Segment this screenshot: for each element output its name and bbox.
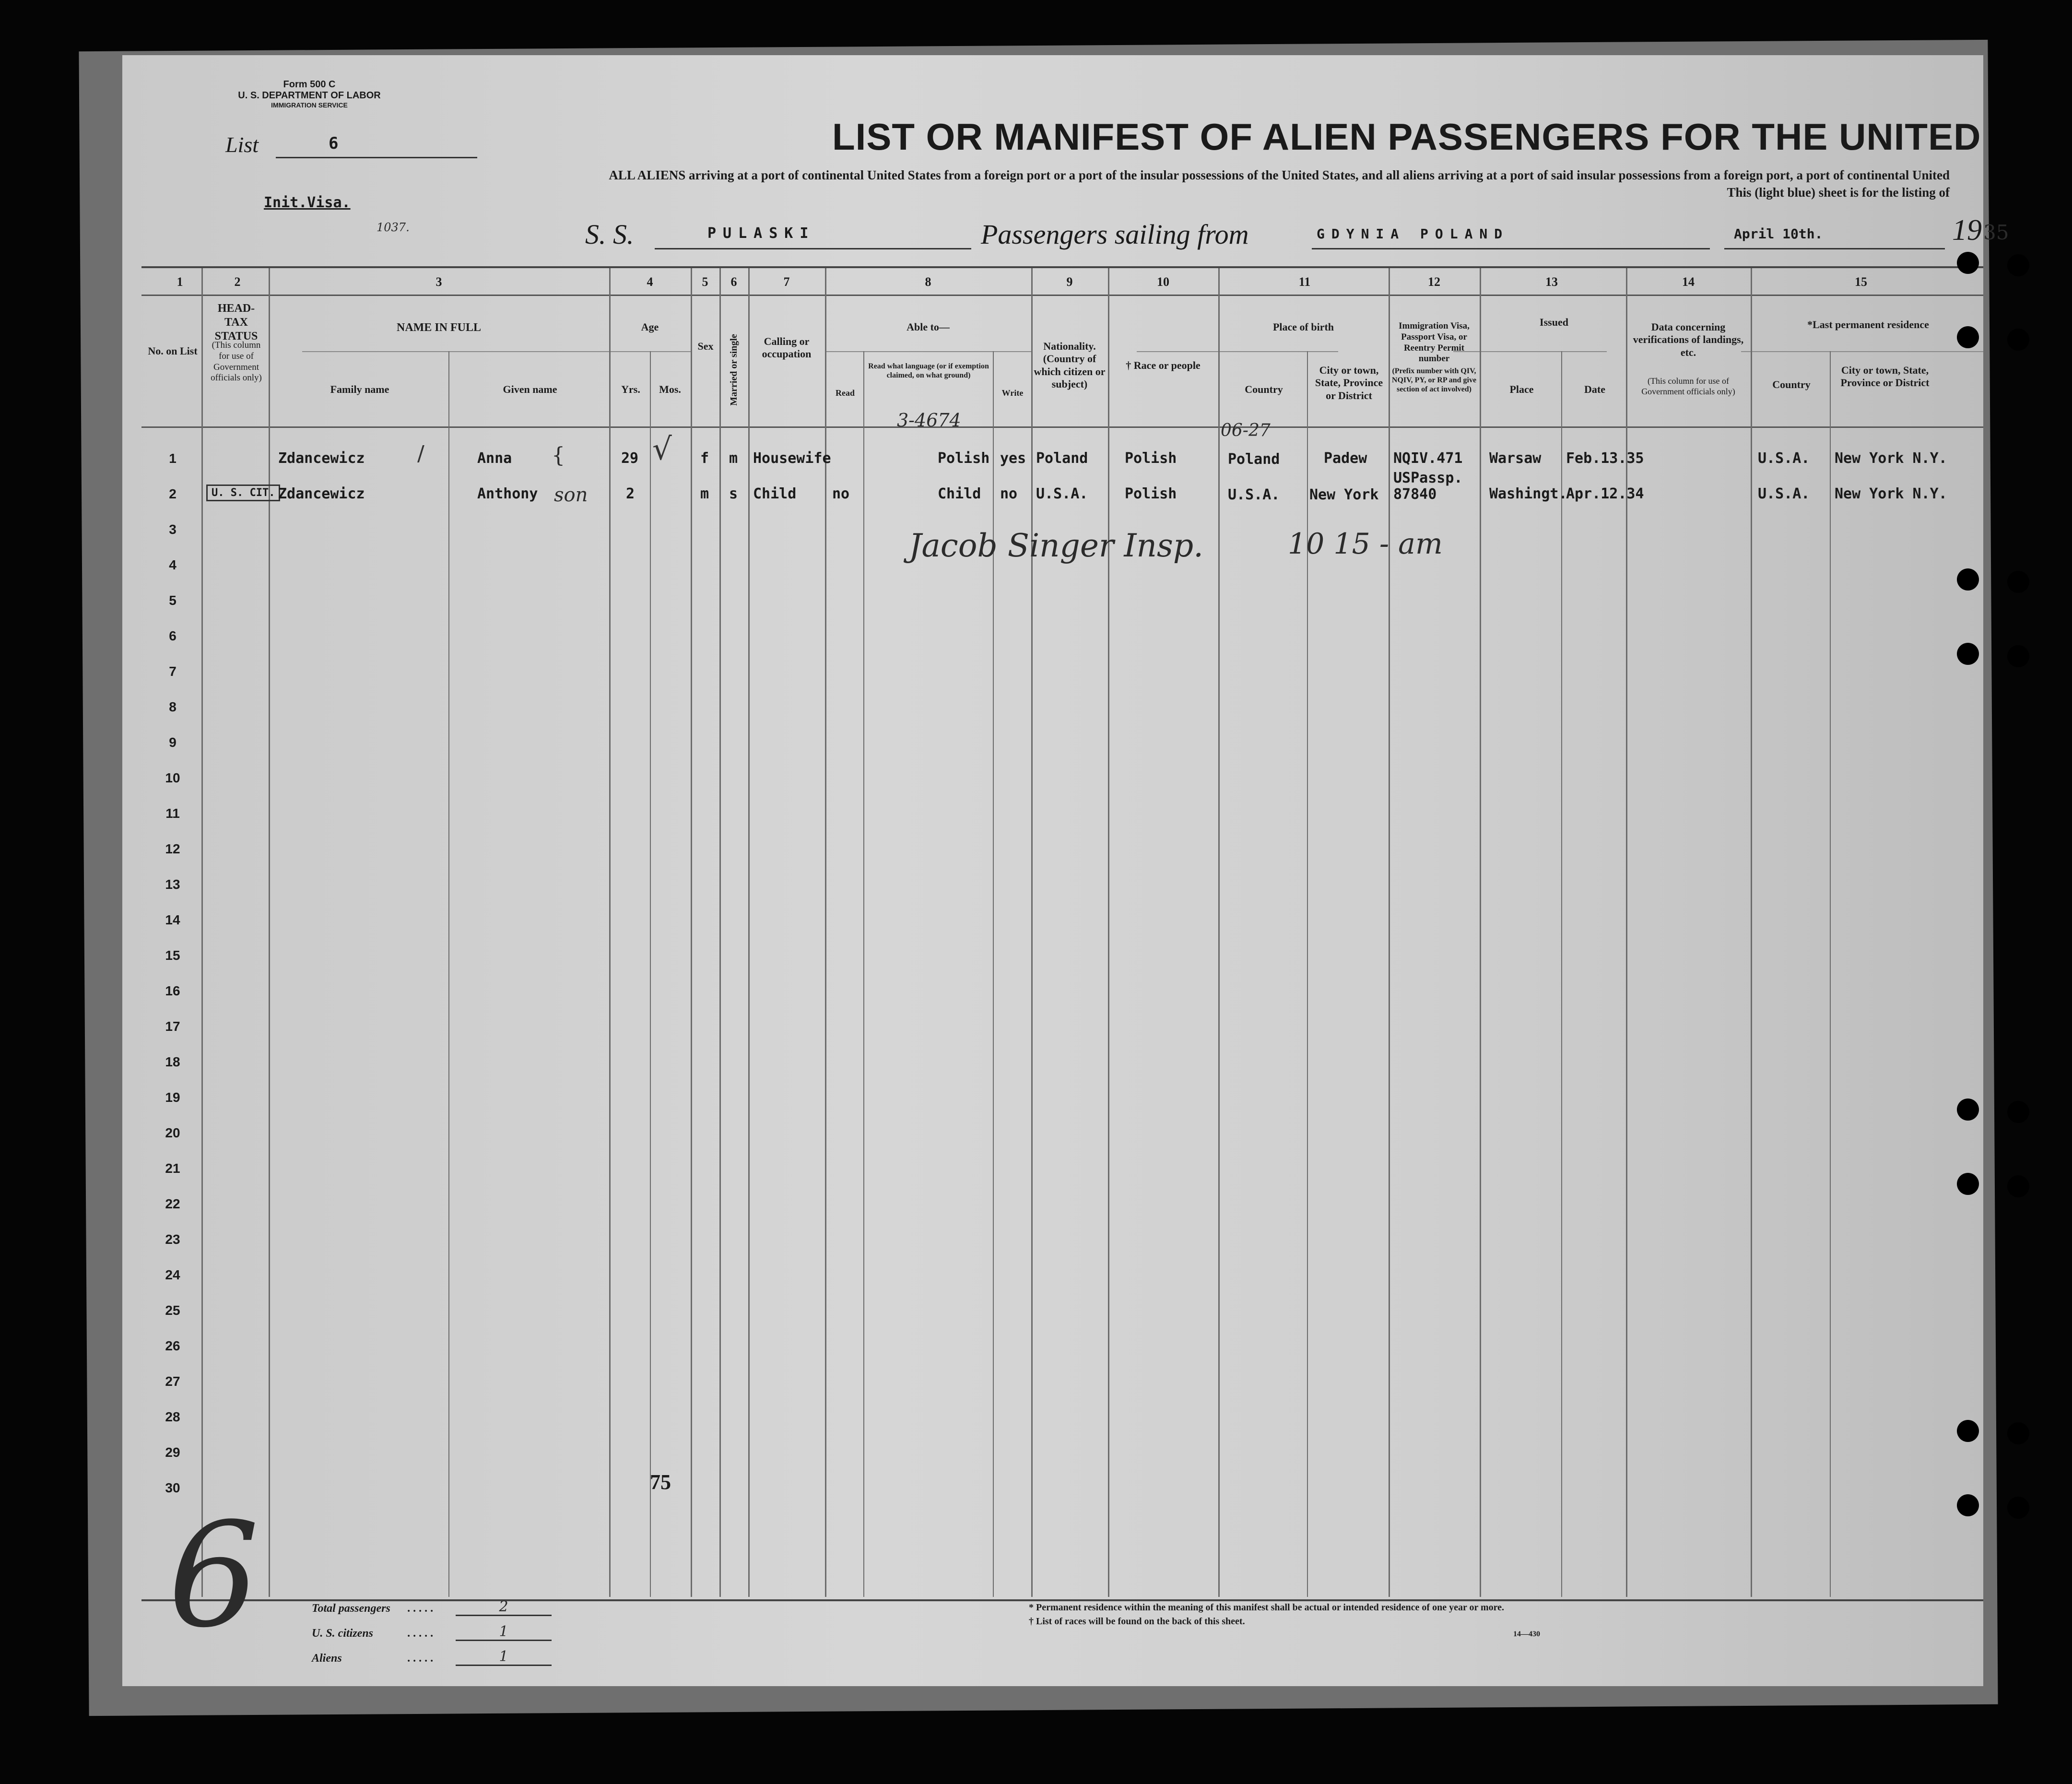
row-number: 14 <box>165 912 180 927</box>
issued-place: Washingt. <box>1489 485 1567 502</box>
row-number: 26 <box>165 1338 180 1353</box>
header-given-name: Given name <box>503 383 557 395</box>
header-sex: Sex <box>697 340 714 352</box>
col-num-7: 7 <box>783 275 790 289</box>
sex: m <box>700 485 709 502</box>
year-suffix: 35 <box>1983 221 2009 244</box>
row-number: 7 <box>169 664 177 679</box>
manifest-sheet <box>122 55 2009 1686</box>
family-name: Zdancewicz <box>278 485 365 502</box>
punch-hole <box>2007 1497 2029 1519</box>
col-num-3: 3 <box>436 275 442 289</box>
header-calling: Calling or occupation <box>762 335 812 360</box>
header-head-tax-note: (This column for use of Government officials only) <box>211 340 262 383</box>
family-name: Zdancewicz <box>278 450 365 467</box>
age-yrs: 29 <box>621 450 639 467</box>
us-citizens-label: U. S. citizens <box>312 1627 374 1640</box>
ship-name: PULASKI <box>707 225 815 242</box>
birth-city: New York <box>1309 486 1379 503</box>
punch-hole <box>1957 1420 1979 1442</box>
row-number: 13 <box>165 877 180 892</box>
header-place-of-birth: Place of birth <box>1272 321 1334 333</box>
row-number: 21 <box>165 1161 180 1176</box>
row-number: 9 <box>169 735 177 750</box>
col-num-12: 12 <box>1428 275 1440 289</box>
handwritten-number: 3-4674 <box>897 410 961 431</box>
col-num-4: 4 <box>647 275 653 289</box>
row-number: 3 <box>169 522 177 537</box>
header-data-note: (This column for use of Government officials only) <box>1641 376 1735 396</box>
col-num-11: 11 <box>1298 275 1311 289</box>
header-nationality: Nationality. (Country of which citizen or subject) <box>1034 340 1106 390</box>
sailing-label: Passengers sailing from <box>981 219 1249 250</box>
punch-hole <box>2007 645 2029 667</box>
header-age: Age <box>641 321 659 333</box>
punch-hole <box>1957 568 1979 591</box>
col-num-13: 13 <box>1545 275 1558 289</box>
row-number: 15 <box>165 948 180 963</box>
subtitle-line-1: ALL ALIENS arriving at a port of continental United States from a foreign port or a port of the insular possessions of the United States, and all aliens arriving at a port of said insular possessions from a foreign port, a port of continental United <box>609 168 1950 182</box>
punch-hole <box>1957 1173 1979 1195</box>
header-family-name: Family name <box>330 383 389 395</box>
header-data-concerning: Data concerning verifications of landings, etc. <box>1633 321 1744 358</box>
total-passengers-value: 2 <box>456 1598 552 1616</box>
inspector-signature: Jacob Singer Insp. <box>909 527 1204 564</box>
row-number: 23 <box>165 1232 180 1247</box>
punch-hole <box>2007 1175 2029 1197</box>
manifest-table <box>141 266 1983 1601</box>
residence-country: U.S.A. <box>1758 485 1810 502</box>
col-num-14: 14 <box>1682 275 1695 289</box>
subtitle-line-2: This (light blue) sheet is for the listing of <box>1727 185 1950 200</box>
write: no <box>1000 485 1018 502</box>
race: Polish <box>1125 450 1177 467</box>
handwritten-birth-note: 06-27 <box>1221 421 1271 440</box>
row-number: 16 <box>165 983 180 998</box>
punch-hole <box>1957 643 1979 665</box>
bracket-mark: { <box>552 443 565 468</box>
row-number: 12 <box>165 841 180 856</box>
list-field <box>276 133 477 158</box>
header-birth-city: City or town, State, Province or District <box>1315 364 1383 402</box>
footnote-permanent-residence: * Permanent residence within the meaning of this manifest shall be actual or intended residence of one year or more. <box>1029 1602 1505 1613</box>
port-name: GDYNIA POLAND <box>1317 226 1509 242</box>
side-note: 1037. <box>377 221 410 234</box>
aliens-value: 1 <box>456 1648 552 1666</box>
col-num-1: 1 <box>177 275 183 289</box>
punch-hole <box>2007 329 2029 351</box>
header-married: Married or single <box>729 334 739 406</box>
table-row <box>141 432 1983 472</box>
marital-status: m <box>729 450 738 467</box>
row-number: 28 <box>165 1409 180 1424</box>
ship-field <box>655 223 971 249</box>
row-number: 24 <box>165 1267 180 1282</box>
occupation: Child <box>753 485 797 502</box>
list-label: List <box>225 132 259 157</box>
col-num-15: 15 <box>1855 275 1867 289</box>
footnote-races: † List of races will be found on the back of this sheet. <box>1029 1616 1245 1627</box>
header-read-lang: Read what language (or if exemption claimed, on what ground) <box>868 362 989 380</box>
col-num-9: 9 <box>1066 275 1073 289</box>
header-visa-note: (Prefix number with QIV, NQIV, PY, or RP and give section of act involved) <box>1391 367 1477 394</box>
footnotes <box>1029 1602 1540 1639</box>
sex: f <box>700 450 709 467</box>
write: yes <box>1000 450 1026 467</box>
visa-number: NQIV.471 <box>1393 450 1463 467</box>
header-able-to: Able to— <box>906 321 950 333</box>
header-head-tax: HEAD-TAX STATUS <box>214 302 258 343</box>
dots: . . . . . <box>408 1602 434 1615</box>
col-num-10: 10 <box>1157 275 1169 289</box>
header-birth-country: Country <box>1245 383 1283 395</box>
sailing-date: April 10th. <box>1734 226 1823 242</box>
issued-date: Feb.13.35 <box>1566 450 1644 467</box>
punch-hole <box>2007 1422 2029 1444</box>
age-yrs: 2 <box>626 485 635 502</box>
read-language: Polish <box>938 450 990 467</box>
header-last-residence: *Last permanent residence <box>1807 319 1929 331</box>
header-yrs: Yrs. <box>621 383 640 395</box>
col-num-6: 6 <box>730 275 737 289</box>
punch-hole <box>1957 1099 1979 1121</box>
header-race: † Race or people <box>1126 359 1201 371</box>
issued-place: Warsaw <box>1489 450 1542 467</box>
row-number: 30 <box>165 1480 180 1495</box>
header-visa: Immigration Visa, Passport Visa, or Reentry Permit number <box>1399 321 1470 364</box>
visa-number: USPassp. 87840 <box>1393 470 1463 503</box>
punch-hole <box>1957 1494 1979 1516</box>
read-language: Child <box>938 485 981 502</box>
us-citizens-value: 1 <box>456 1623 552 1641</box>
residence-city: New York N.Y. <box>1835 485 1947 502</box>
row-number: 8 <box>169 699 177 714</box>
header-write: Write <box>1001 388 1024 398</box>
row-number: 1 <box>169 451 177 466</box>
row-number: 29 <box>165 1445 180 1460</box>
row-number: 19 <box>165 1090 180 1105</box>
handwritten-page-number: 6 <box>168 1492 259 1659</box>
col-num-2: 2 <box>234 275 241 289</box>
list-value: 6 <box>329 134 339 153</box>
header-issued-date: Date <box>1584 383 1605 395</box>
punch-hole <box>2007 1101 2029 1123</box>
row-number: 17 <box>165 1019 180 1034</box>
header-mos: Mos. <box>659 383 681 395</box>
issued-date: Apr.12.34 <box>1566 485 1644 502</box>
header-no-on-list: No. on List <box>148 345 198 357</box>
ss-label: S. S. <box>585 219 634 250</box>
punch-hole <box>2007 571 2029 593</box>
birth-country: U.S.A. <box>1228 486 1280 503</box>
totals-block <box>312 1598 648 1677</box>
birth-country: Poland <box>1228 451 1280 468</box>
nationality: Poland <box>1036 450 1088 467</box>
race: Polish <box>1125 485 1177 502</box>
table-row <box>141 470 1983 508</box>
occupation: Housewife <box>753 450 831 467</box>
total-passengers-label: Total passengers <box>312 1602 390 1615</box>
row-number: 22 <box>165 1196 180 1211</box>
check-mark: / <box>417 441 424 466</box>
page-title: LIST OR MANIFEST OF ALIEN PASSENGERS FOR THE UNITED <box>832 116 1981 158</box>
header-issued-place: Place <box>1509 383 1534 395</box>
row-number: 20 <box>165 1125 180 1140</box>
row-number: 2 <box>169 486 177 501</box>
punch-hole <box>1957 252 1979 274</box>
header-issued: Issued <box>1540 316 1568 328</box>
marital-status: s <box>729 485 738 502</box>
page-stamp: 75 <box>650 1470 671 1494</box>
header-read: Read <box>836 388 855 398</box>
subtitle <box>468 166 1950 201</box>
row-number: 10 <box>165 770 180 785</box>
dots: . . . . . <box>408 1652 434 1665</box>
given-name: Anna <box>477 450 512 467</box>
header-res-country: Country <box>1772 378 1811 390</box>
aliens-row <box>312 1648 648 1677</box>
row-number: 4 <box>169 557 177 572</box>
department: U. S. DEPARTMENT OF LABOR <box>238 90 381 101</box>
visa-note: Init.Visa. <box>264 194 351 211</box>
form-identifier <box>213 79 405 109</box>
date-field <box>1724 223 1945 249</box>
row-number: 11 <box>165 806 180 821</box>
form-code: 14—430 <box>1513 1630 1540 1638</box>
header-res-city: City or town, State, Province or District <box>1840 364 1930 389</box>
residence-city: New York N.Y. <box>1835 450 1947 467</box>
punch-hole <box>1957 326 1979 348</box>
aliens-label: Aliens <box>312 1652 342 1665</box>
birth-city: Padew <box>1324 450 1367 467</box>
given-name: Anthony <box>477 485 538 502</box>
form-number: Form 500 C <box>283 79 336 90</box>
col-num-5: 5 <box>702 275 708 289</box>
handwritten-son: son <box>554 484 588 506</box>
row-numbers <box>153 441 197 1506</box>
punch-hole <box>2007 254 2029 276</box>
handwritten-time: 10 15 - am <box>1288 527 1443 561</box>
row-number: 6 <box>169 628 177 643</box>
service: IMMIGRATION SERVICE <box>271 101 348 109</box>
head-tax-stamp: U. S. CIT. <box>206 484 280 501</box>
check-mark: √ <box>652 432 672 467</box>
port-field <box>1312 223 1710 249</box>
row-number: 27 <box>165 1374 180 1389</box>
row-number: 25 <box>165 1303 180 1318</box>
col-num-8: 8 <box>925 275 931 289</box>
residence-country: U.S.A. <box>1758 450 1810 467</box>
read: no <box>832 485 850 502</box>
nationality: U.S.A. <box>1036 485 1088 502</box>
dots: . . . . . <box>408 1627 434 1640</box>
header-name-in-full: NAME IN FULL <box>396 321 481 334</box>
year-prefix: 19 <box>1952 214 1982 247</box>
row-number: 18 <box>165 1054 180 1069</box>
row-number: 5 <box>169 593 177 608</box>
